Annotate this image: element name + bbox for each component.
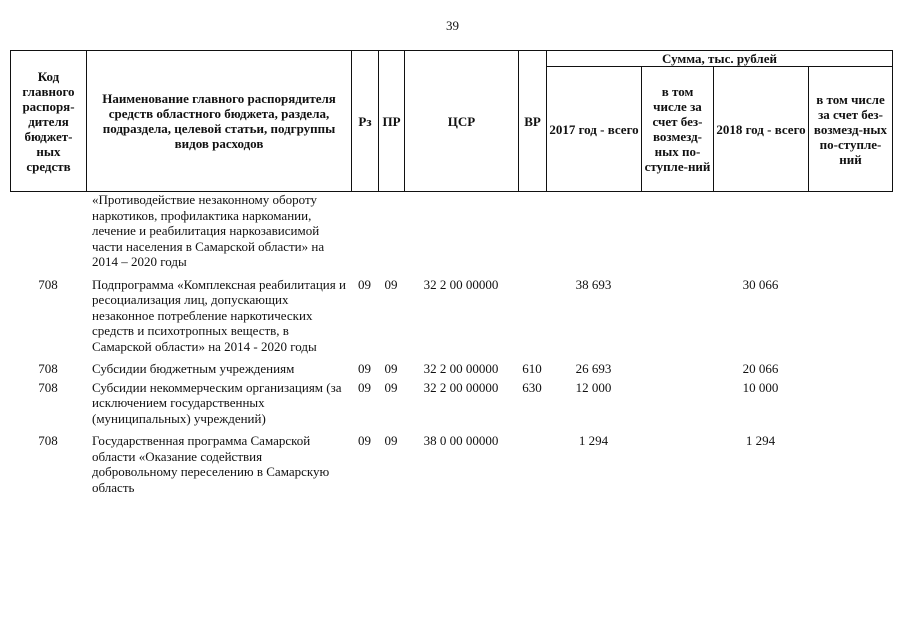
cell-2018-grant bbox=[808, 433, 892, 495]
header-name: Наименование главного распорядителя средств областного бюджета, раздела, подраздела, целевой статьи, подгруппы видов расходов bbox=[87, 51, 352, 192]
cell-2017-total: 38 693 bbox=[575, 276, 612, 292]
header-2017-total: 2017 год - всего bbox=[547, 67, 642, 192]
header-sum-group: Сумма, тыс. рублей bbox=[547, 51, 893, 67]
cell-vr bbox=[518, 433, 546, 495]
cell-name: Субсидии некоммерческим организациям (за исключением государственных (муниципальных) учреждений) bbox=[92, 379, 342, 426]
cell-name: Субсидии бюджетным учреждениям bbox=[92, 361, 295, 376]
cell-2018-grant bbox=[808, 380, 892, 427]
table-row bbox=[10, 380, 892, 427]
cell-2017-total bbox=[546, 192, 641, 270]
cell-code bbox=[10, 192, 86, 270]
cell-pr: 09 bbox=[384, 433, 398, 448]
cell-2018-total: 20 066 bbox=[742, 361, 779, 376]
cell-2018-grant bbox=[808, 192, 892, 270]
cell-rz: 09 bbox=[358, 379, 371, 395]
cell-2018-total: 1 294 bbox=[745, 433, 776, 448]
cell-code: 708 bbox=[38, 276, 58, 292]
cell-rz bbox=[351, 192, 378, 270]
cell-vr: 630 bbox=[522, 379, 542, 395]
cell-csr bbox=[404, 192, 518, 270]
cell-2017-grant bbox=[641, 380, 713, 427]
cell-rz: 09 bbox=[358, 433, 371, 448]
cell-pr: 09 bbox=[384, 361, 398, 376]
table-row bbox=[10, 361, 892, 377]
cell-csr: 32 2 00 00000 bbox=[423, 361, 499, 376]
cell-2017-grant bbox=[641, 361, 713, 377]
cell-name: «Противодействие незаконному обороту наркотиков, профилактика наркомании, лечение и реабилитация наркозависимой части населения в Самарской области» на 2014 – 2020 годы bbox=[92, 192, 325, 269]
cell-pr: 09 bbox=[384, 379, 398, 395]
header-2018-total: 2018 год - всего bbox=[714, 67, 809, 192]
cell-vr bbox=[518, 277, 546, 355]
header-pr: ПР bbox=[379, 51, 405, 192]
header-csr: ЦСР bbox=[405, 51, 519, 192]
cell-rz: 09 bbox=[358, 276, 371, 292]
table-row bbox=[10, 433, 892, 495]
table-row bbox=[10, 277, 892, 355]
cell-code: 708 bbox=[38, 361, 58, 376]
cell-pr: 09 bbox=[384, 276, 398, 292]
cell-vr bbox=[518, 192, 546, 270]
table-row bbox=[10, 192, 892, 270]
cell-2018-total: 30 066 bbox=[742, 276, 779, 292]
cell-code: 708 bbox=[38, 379, 58, 395]
header-2018-grant: в том числе за счет без-возмезд-ных по-ступле-ний bbox=[809, 67, 893, 192]
cell-2017-grant bbox=[641, 433, 713, 495]
page-number: 39 bbox=[446, 18, 459, 33]
header-code: Код главного распоря-дителя бюджет-ных средств bbox=[11, 51, 87, 192]
cell-2018-total bbox=[713, 192, 808, 270]
header-2017-grant: в том числе за счет без-возмезд-ных по-ступле-ний bbox=[642, 67, 714, 192]
cell-pr bbox=[378, 192, 404, 270]
cell-code: 708 bbox=[38, 433, 58, 448]
cell-vr: 610 bbox=[522, 361, 542, 376]
cell-csr: 38 0 00 00000 bbox=[423, 433, 499, 448]
cell-2018-total: 10 000 bbox=[742, 379, 779, 395]
cell-name: Подпрограмма «Комплексная реабилитация и ресоциализация лиц, допускающих незаконное потребление наркотических средств и психотропных веществ, в Самарской области» на 2014 - 2020 годы bbox=[92, 276, 346, 354]
cell-2017-grant bbox=[641, 192, 713, 270]
cell-2018-grant bbox=[808, 277, 892, 355]
cell-2017-total: 1 294 bbox=[578, 433, 609, 448]
cell-csr: 32 2 00 00000 bbox=[423, 379, 499, 395]
header-vr: ВР bbox=[519, 51, 547, 192]
cell-rz: 09 bbox=[358, 361, 371, 376]
cell-2018-grant bbox=[808, 361, 892, 377]
table-body bbox=[10, 192, 892, 495]
cell-2017-total: 26 693 bbox=[575, 361, 612, 376]
cell-name: Государственная программа Самарской области «Оказание содействия добровольному переселению в Самарскую область bbox=[92, 433, 330, 495]
cell-csr: 32 2 00 00000 bbox=[423, 276, 499, 292]
cell-2017-total: 12 000 bbox=[575, 379, 612, 395]
table-header bbox=[10, 50, 893, 192]
cell-2017-grant bbox=[641, 277, 713, 355]
header-rz: Рз bbox=[352, 51, 379, 192]
